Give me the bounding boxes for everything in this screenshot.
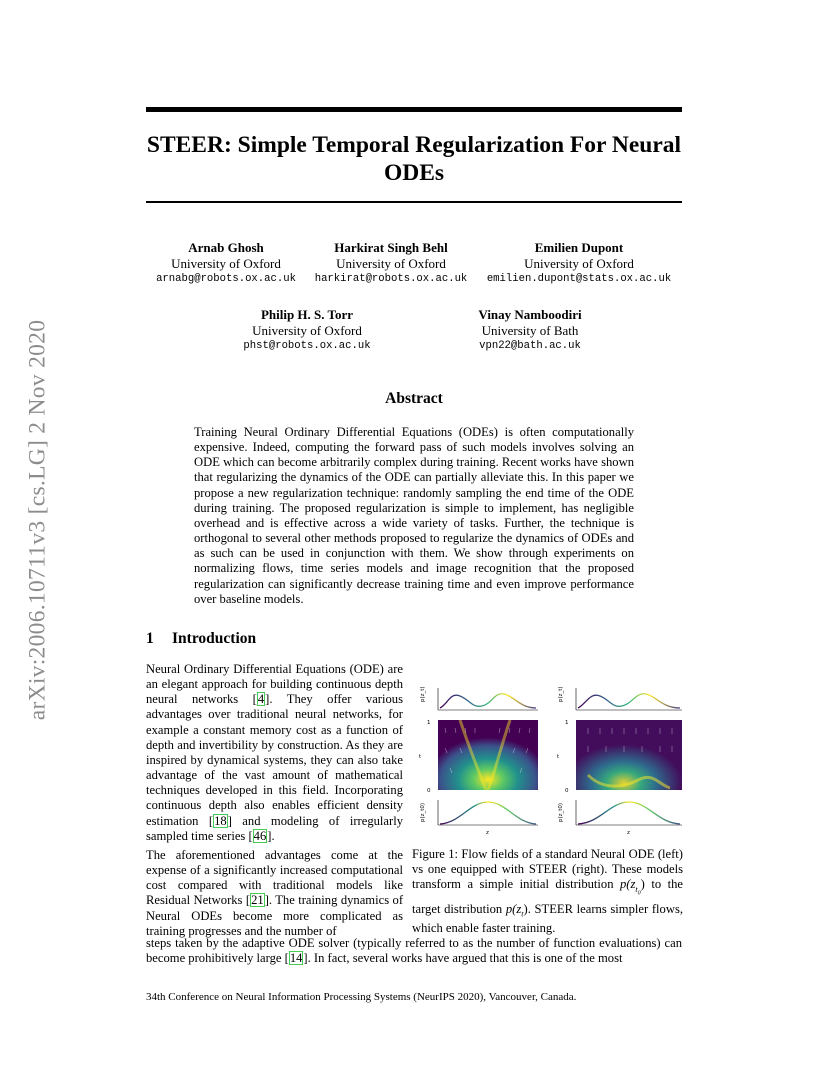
author-name: Emilien Dupont (534, 240, 624, 255)
author-4 (243, 307, 370, 355)
axis-label-bottom: p(z_t0) (420, 802, 426, 822)
author-name: Harkirat Singh Behl (334, 240, 448, 255)
tick-zero: 0 (565, 788, 569, 794)
author-1 (156, 240, 296, 288)
citation-link[interactable]: 18 (214, 813, 227, 828)
author-email: arnabg@robots.ox.ac.uk (156, 273, 296, 285)
arxiv-side-stamp: arXiv:2006.10711v3 [cs.LG] 2 Nov 2020 (24, 319, 51, 721)
author-5 (478, 307, 581, 355)
conference-footer: 34th Conference on Neural Information Processing Systems (NeurIPS 2020), Vancouver, Canada. (146, 991, 577, 1003)
intro-paragraph-1: Neural Ordinary Differential Equations (ODE) are an elegant approach for building continuous depth neural networks [4]. They offer various advantages over traditional neural networks, for example a constant memory cost as a function of depth and invertibility by construction. As they are inspired by dynamical systems, they can also take advantage of the vast amount of mathematical techniques developed in this field. Incorporating continuous depth also enables efficient density estimation [18] and modeling of irregularly sampled time series [46]. (146, 662, 403, 843)
author-email: emilien.dupont@stats.ox.ac.uk (486, 273, 672, 285)
title-line-2: ODEs (383, 160, 445, 186)
intro-paragraph-2: The aforementioned advantages come at the expense of a significantly increased computational cost compared with traditional models like Residual Networks [21]. The training dynamics of Neural ODEs become more complicated as training progresses and the number of (146, 848, 404, 938)
axis-label-mid: t (557, 754, 560, 760)
title-top-rule (146, 107, 682, 112)
tick-zero: 0 (427, 788, 431, 794)
author-email: phst@robots.ox.ac.uk (243, 340, 371, 352)
figure-right-panel (557, 686, 682, 836)
section-heading (146, 630, 256, 648)
axis-label-top: p(z_t) (420, 686, 426, 702)
citation-link[interactable]: 4 (257, 692, 265, 707)
abstract-body: Training Neural Ordinary Differential Equations (ODEs) is often computationally expensive. Indeed, computing the forward pass of such models involves solving an ODE which can become arbitrarily complex during training. Recent works have shown that regularizing the dynamics of the ODE can partially alleviate this. In this paper we propose a new regularization technique: randomly sampling the end time of the ODE during training. The proposed regularization is simple to implement, has negligible overhead and is effective across a wide variety of tasks. Further, the technique is orthogonal to several other methods proposed to regularize the dynamics of ODEs and as such can be used in conjunction with them. We show through experiments on normalizing flows, time series models and image recognition that the proposed regularization can significantly decrease training time and even improve performance over baseline models. (194, 425, 634, 606)
author-affiliation: University of Oxford (252, 322, 362, 338)
author-affiliation: University of Oxford (524, 255, 634, 271)
tick-one: 1 (565, 720, 569, 726)
author-3 (487, 240, 671, 288)
citation-link[interactable]: 46 (253, 828, 267, 843)
author-email: harkirat@robots.ox.ac.uk (314, 273, 468, 285)
axis-label-x: z (486, 830, 489, 836)
author-affiliation: University of Bath (481, 322, 579, 338)
abstract-heading: Abstract (385, 390, 443, 407)
title-bottom-rule (146, 201, 682, 203)
tick-one: 1 (427, 720, 431, 726)
citation-link[interactable]: 21 (251, 893, 264, 908)
axis-label-mid: t (419, 754, 422, 760)
axis-label-top: p(z_t) (558, 686, 564, 702)
intro-paragraph-2-continued: steps taken by the adaptive ODE solver (typically referred to as the number of function evaluations) can become prohibitively large [14]. In fact, several works have argued that this is one of the most (146, 936, 682, 966)
figure-1-caption: Figure 1: Flow fields of a standard Neural ODE (left) vs one equipped with STEER (right). These models transform a simple initial distribution $p(z_{t_0})$ to the target distribution $p(z_t)$. STEER learns simpler flows, which enable faster training. (412, 847, 683, 936)
author-affiliation: University of Oxford (171, 255, 281, 271)
author-2 (315, 240, 468, 288)
author-name: Arnab Ghosh (188, 240, 264, 255)
author-name: Philip H. S. Torr (260, 307, 354, 322)
section-number: 1 (146, 630, 154, 647)
flow-heatmap-left (438, 720, 538, 790)
section-title: Introduction (172, 630, 257, 647)
axis-label-bottom: p(z_t0) (558, 802, 564, 822)
author-name: Vinay Namboodiri (478, 307, 582, 322)
figure-left-panel (419, 686, 538, 836)
author-affiliation: University of Oxford (336, 255, 446, 271)
title-line-1: STEER: Simple Temporal Regularization For Neural (146, 132, 682, 158)
citation-link[interactable]: 14 (289, 951, 303, 966)
paper-title (146, 131, 682, 187)
figure-1-flow-fields (410, 680, 682, 838)
axis-label-x: z (627, 830, 630, 836)
author-email: vpn22@bath.ac.uk (479, 340, 581, 352)
